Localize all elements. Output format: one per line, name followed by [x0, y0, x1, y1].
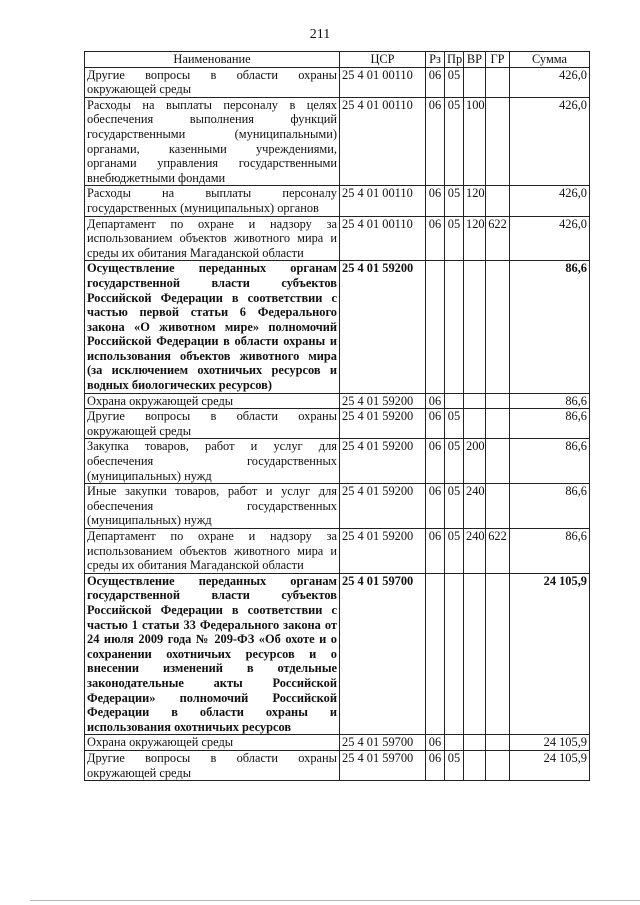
cell-vr: 120 [464, 186, 486, 216]
cell-csr: 25 4 01 59200 [340, 439, 426, 484]
cell-name: Охрана окружающей среды [85, 393, 340, 409]
cell-vr [464, 393, 486, 409]
cell-sum: 86,6 [510, 484, 590, 529]
cell-rz: 06 [426, 750, 445, 780]
cell-vr: 240 [464, 529, 486, 574]
cell-gr: 622 [486, 529, 510, 574]
cell-gr [486, 750, 510, 780]
cell-sum: 24 105,9 [510, 735, 590, 751]
cell-rz: 06 [426, 186, 445, 216]
cell-pr: 05 [445, 750, 464, 780]
budget-table [84, 51, 590, 781]
cell-name: Департамент по охране и надзору за использованием объектов животного мира и среды их обитания Магаданской области [85, 216, 340, 261]
page-edge-line [30, 900, 640, 901]
cell-sum: 24 105,9 [510, 750, 590, 780]
cell-sum: 426,0 [510, 216, 590, 261]
table-header-row [85, 52, 590, 68]
table-row [85, 409, 590, 439]
header-gr: ГР [486, 52, 510, 68]
table-row [85, 216, 590, 261]
cell-name: Закупка товаров, работ и услуг для обеспечения государственных (муниципальных) нужд [85, 439, 340, 484]
cell-pr [445, 261, 464, 393]
cell-pr: 05 [445, 409, 464, 439]
cell-gr [486, 393, 510, 409]
cell-csr: 25 4 01 59700 [340, 573, 426, 735]
table-row [85, 735, 590, 751]
cell-name: Другие вопросы в области охраны окружающей среды [85, 750, 340, 780]
cell-rz: 06 [426, 484, 445, 529]
cell-vr: 200 [464, 439, 486, 484]
cell-sum: 86,6 [510, 409, 590, 439]
cell-pr: 05 [445, 186, 464, 216]
table-row [85, 439, 590, 484]
cell-vr: 120 [464, 216, 486, 261]
cell-pr [445, 573, 464, 735]
cell-csr: 25 4 01 59700 [340, 735, 426, 751]
cell-rz: 06 [426, 529, 445, 574]
cell-name: Охрана окружающей среды [85, 735, 340, 751]
header-pr: Пр [445, 52, 464, 68]
cell-gr [486, 484, 510, 529]
cell-sum: 426,0 [510, 97, 590, 186]
cell-vr: 100 [464, 97, 486, 186]
cell-pr: 05 [445, 97, 464, 186]
cell-gr [486, 97, 510, 186]
cell-vr [464, 67, 486, 97]
cell-csr: 25 4 01 59200 [340, 529, 426, 574]
table-row [85, 261, 590, 393]
cell-gr: 622 [486, 216, 510, 261]
cell-rz: 06 [426, 393, 445, 409]
cell-pr: 05 [445, 529, 464, 574]
cell-sum: 86,6 [510, 393, 590, 409]
cell-rz: 06 [426, 216, 445, 261]
cell-gr [486, 573, 510, 735]
cell-gr [486, 409, 510, 439]
cell-gr [486, 735, 510, 751]
cell-csr: 25 4 01 59200 [340, 409, 426, 439]
cell-pr [445, 735, 464, 751]
cell-rz [426, 261, 445, 393]
cell-csr: 25 4 01 59700 [340, 750, 426, 780]
cell-vr [464, 261, 486, 393]
cell-csr: 25 4 01 00110 [340, 97, 426, 186]
table-row [85, 573, 590, 735]
cell-vr [464, 573, 486, 735]
table-row [85, 186, 590, 216]
cell-name: Иные закупки товаров, работ и услуг для обеспечения государственных (муниципальных) нужд [85, 484, 340, 529]
table-row [85, 393, 590, 409]
cell-gr [486, 439, 510, 484]
cell-vr [464, 735, 486, 751]
cell-pr: 05 [445, 484, 464, 529]
cell-name: Департамент по охране и надзору за использованием объектов животного мира и среды их обитания Магаданской области [85, 529, 340, 574]
cell-name: Другие вопросы в области охраны окружающей среды [85, 409, 340, 439]
cell-rz: 06 [426, 67, 445, 97]
table-row [85, 750, 590, 780]
cell-name: Другие вопросы в области охраны окружающей среды [85, 67, 340, 97]
page-number: 211 [309, 27, 331, 42]
cell-name: Расходы на выплаты персоналу в целях обеспечения выполнения функций государственными (муниципальными) органами, казенными учреждениями, органами управления государственными внебюджетными фондами [85, 97, 340, 186]
cell-vr [464, 409, 486, 439]
cell-csr: 25 4 01 59200 [340, 393, 426, 409]
cell-pr [445, 393, 464, 409]
cell-pr: 05 [445, 439, 464, 484]
cell-rz: 06 [426, 409, 445, 439]
table-row [85, 97, 590, 186]
cell-name: Осуществление переданных органам государственной власти субъектов Российской Федерации в соответствии с частью первой статьи 6 Федерального закона «О животном мире» полномочий Российской Федерации в области охраны и использования объектов животного мира (за исключением охотничьих ресурсов и водных биологических ресурсов) [85, 261, 340, 393]
cell-csr: 25 4 01 00110 [340, 216, 426, 261]
cell-vr: 240 [464, 484, 486, 529]
cell-sum: 86,6 [510, 529, 590, 574]
cell-pr: 05 [445, 216, 464, 261]
cell-csr: 25 4 01 00110 [340, 186, 426, 216]
table-row [85, 529, 590, 574]
cell-rz [426, 573, 445, 735]
table-row [85, 484, 590, 529]
header-sum: Сумма [510, 52, 590, 68]
cell-csr: 25 4 01 59200 [340, 484, 426, 529]
header-rz: Рз [426, 52, 445, 68]
cell-name: Осуществление переданных органам государственной власти субъектов Российской Федерации в соответствии с частью 1 статьи 33 Федерального закона от 24 июля 2009 года № 209-ФЗ «Об охоте и о сохранении охотничьих ресурсов и о внесении изменений в отдельные законодательные акты Российской Федерации» полномочий Российской Федерации в области охраны и использования охотничьих ресурсов [85, 573, 340, 735]
cell-gr [486, 261, 510, 393]
cell-sum: 426,0 [510, 186, 590, 216]
cell-rz: 06 [426, 97, 445, 186]
cell-rz: 06 [426, 735, 445, 751]
cell-sum: 86,6 [510, 439, 590, 484]
cell-csr: 25 4 01 59200 [340, 261, 426, 393]
cell-csr: 25 4 01 00110 [340, 67, 426, 97]
table-row [85, 67, 590, 97]
cell-rz: 06 [426, 439, 445, 484]
header-csr: ЦСР [340, 52, 426, 68]
header-name: Наименование [85, 52, 340, 68]
header-vr: ВР [464, 52, 486, 68]
cell-sum: 426,0 [510, 67, 590, 97]
cell-gr [486, 67, 510, 97]
cell-vr [464, 750, 486, 780]
cell-pr: 05 [445, 67, 464, 97]
cell-gr [486, 186, 510, 216]
cell-name: Расходы на выплаты персоналу государственных (муниципальных) органов [85, 186, 340, 216]
cell-sum: 86,6 [510, 261, 590, 393]
cell-sum: 24 105,9 [510, 573, 590, 735]
